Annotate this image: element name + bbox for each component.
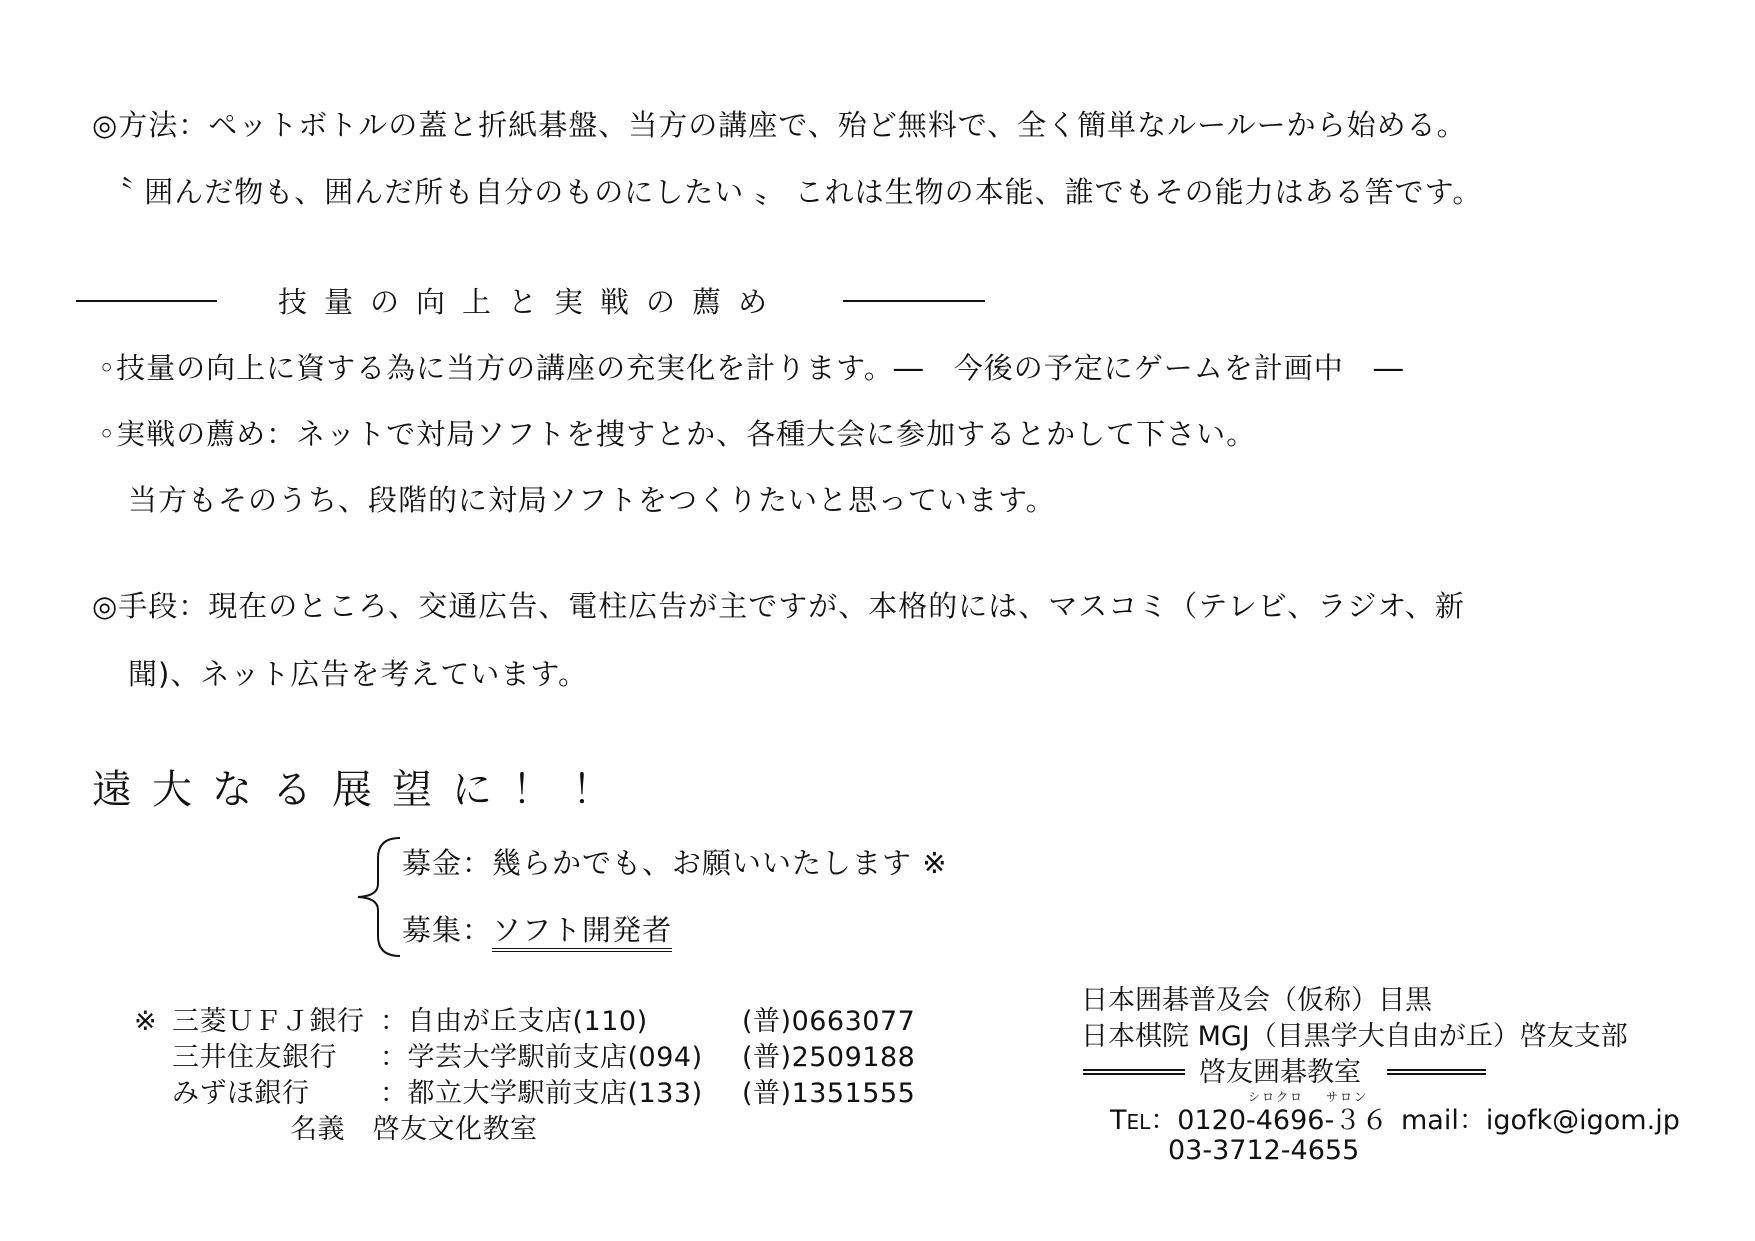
ruby-shirokuro: シロクロ — [1248, 1090, 1305, 1104]
skill-line: ◦技量の向上に資する為に当方の講座の充実化を計ります。― 今後の予定にゲームを計画中 ― — [98, 351, 1404, 385]
classroom-rule-left — [1083, 1069, 1185, 1075]
means-line-2: 聞)、ネット広告を考えています。 — [128, 657, 588, 691]
bank-branch-3: ：都立大学駅前支店(133) — [380, 1078, 703, 1109]
ruby-salon: サロン — [1326, 1090, 1369, 1104]
recruit-value: ソフト開発者 — [492, 913, 672, 952]
method-line: ◎方法：ペットボトルの蓋と折紙碁盤、当方の講座で、殆ど無料で、全く簡単なルールーから始める。 — [92, 108, 1467, 142]
org-line-2: 日本棋院 MGJ（目黒学大自由が丘）啓友支部 — [1081, 1021, 1628, 1052]
org-line-1: 日本囲碁普及会（仮称）目黒 — [1081, 985, 1432, 1016]
tel-separator: ： — [1150, 1105, 1178, 1136]
practice-line-2: 当方もそのうち、段階的に対局ソフトをつくりたいと思っています。 — [128, 483, 1056, 517]
mail-address[interactable]: mail：igofk@igom.jp — [1401, 1105, 1680, 1136]
donation-line: 募金：幾らかでも、お願いいたします ※ — [402, 846, 948, 880]
account-holder: 名義 啓友文化教室 — [290, 1114, 538, 1145]
bank-account-1: (普)0663077 — [742, 1006, 916, 1037]
classroom-rule-right — [1387, 1069, 1486, 1075]
means-line-1: ◎手段：現在のところ、交通広告、電柱広告が主ですが、本格的には、マスコミ（テレビ、ラジオ、新 — [92, 589, 1465, 623]
bank-name-1: 三菱ＵＦＪ銀行 — [172, 1006, 365, 1037]
section-rule-left — [76, 300, 217, 302]
bank-name-3: みずほ銀行 — [172, 1078, 310, 1109]
recruit-label: 募集： — [402, 913, 493, 947]
recruit-line — [402, 912, 672, 948]
bank-account-3: (普)1351555 — [742, 1078, 916, 1109]
bank-prefix: ※ — [134, 1006, 158, 1037]
tel-number-1: 0120-4696-３６ — [1177, 1105, 1389, 1136]
bank-name-2: 三井住友銀行 — [172, 1042, 337, 1073]
tel-label-big: T — [1110, 1105, 1127, 1136]
tel-number-2: 03-3712-4655 — [1168, 1135, 1360, 1166]
classroom-name: 啓友囲碁教室 — [1199, 1057, 1361, 1088]
section-title: 技量の向上と実戦の薦め — [278, 285, 785, 319]
instinct-line: 〝 囲んだ物も、囲んだ所も自分のものにしたい 〟 これは生物の本能、誰でもその能力はある筈です。 — [104, 175, 1483, 209]
curly-brace-icon — [352, 836, 402, 958]
bank-branch-1: ：自由が丘支店(110) — [380, 1006, 648, 1037]
practice-line-1: ◦実戦の薦め：ネットで対局ソフトを捜すとか、各種大会に参加するとかして下さい。 — [98, 417, 1257, 451]
section-rule-right — [843, 300, 985, 302]
tel-label-small: EL — [1126, 1110, 1151, 1134]
bank-branch-2: ：学芸大学駅前支店(094) — [380, 1042, 703, 1073]
bank-account-2: (普)2509188 — [742, 1042, 916, 1073]
vision-title: 遠大なる展望に！！ — [92, 767, 632, 813]
